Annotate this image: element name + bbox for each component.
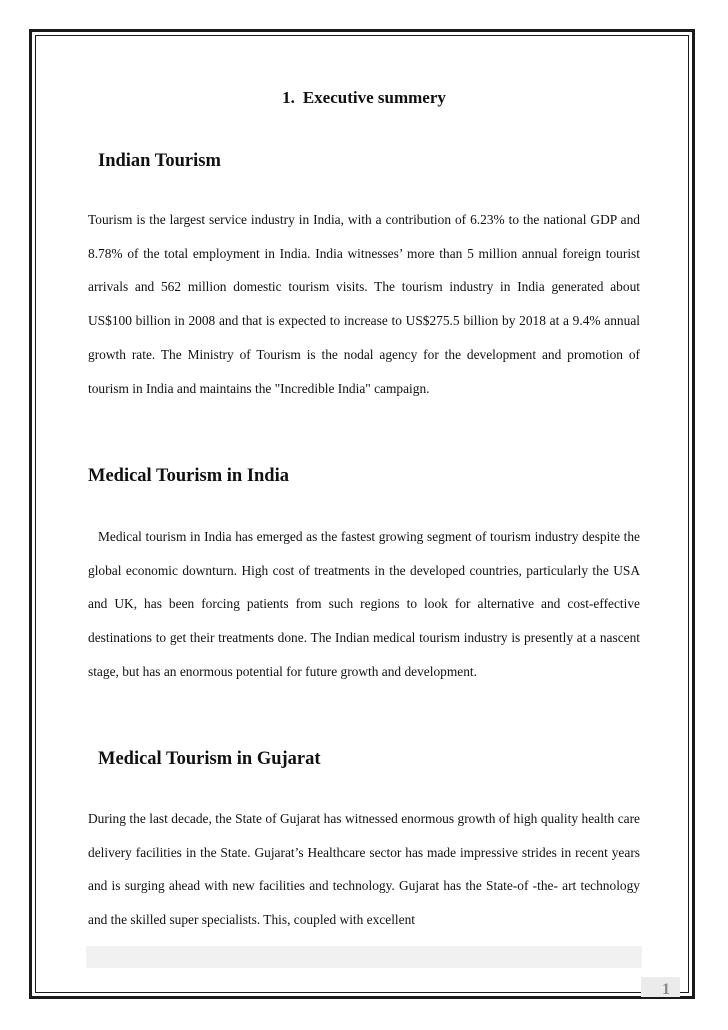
paragraph-medical-tourism-gujarat: During the last decade, the State of Gujarat has witnessed enormous growth of high quality health care delivery facilities in the State. Gujarat’s Healthcare sector has made impressive strides in recent years and is surging ahead with new facilities and technology. Gujarat has the State-of -the- art technology and the skilled super specialists. This, coupled with excellent (88, 811, 640, 928)
page-number: 1 (641, 977, 680, 997)
page-title (0, 88, 728, 108)
heading-medical-tourism-gujarat: Medical Tourism in Gujarat (98, 749, 321, 769)
heading-medical-tourism-india: Medical Tourism in India (88, 466, 289, 486)
paragraph-indian-tourism: Tourism is the largest service industry in India, with a contribution of 6.23% to the national GDP and 8.78% of the total employment in India. India witnesses’ more than 5 million annual foreign tourist arrivals and 562 million domestic tourism visits. The tourism industry in India generated about US$100 billion in 2008 and that is expected to increase to US$275.5 billion by 2018 at a 9.4% annual growth rate. The Ministry of Tourism is the nodal agency for the development and promotion of tourism in India and maintains the "Incredible India" campaign. (88, 212, 640, 396)
footer-bar (86, 946, 642, 968)
heading-indian-tourism: Indian Tourism (98, 151, 221, 171)
title-text: Executive summery (302, 88, 446, 107)
title-number: 1. (282, 88, 295, 107)
paragraph-medical-tourism-india: Medical tourism in India has emerged as the fastest growing segment of tourism industry despite the global economic downturn. High cost of treatments in the developed countries, particularly the USA and UK, has been forcing patients from such regions to look for alternative and cost-effective destinations to get their treatments done. The Indian medical tourism industry is presently at a nascent stage, but has an enormous potential for future growth and development. (88, 529, 640, 679)
